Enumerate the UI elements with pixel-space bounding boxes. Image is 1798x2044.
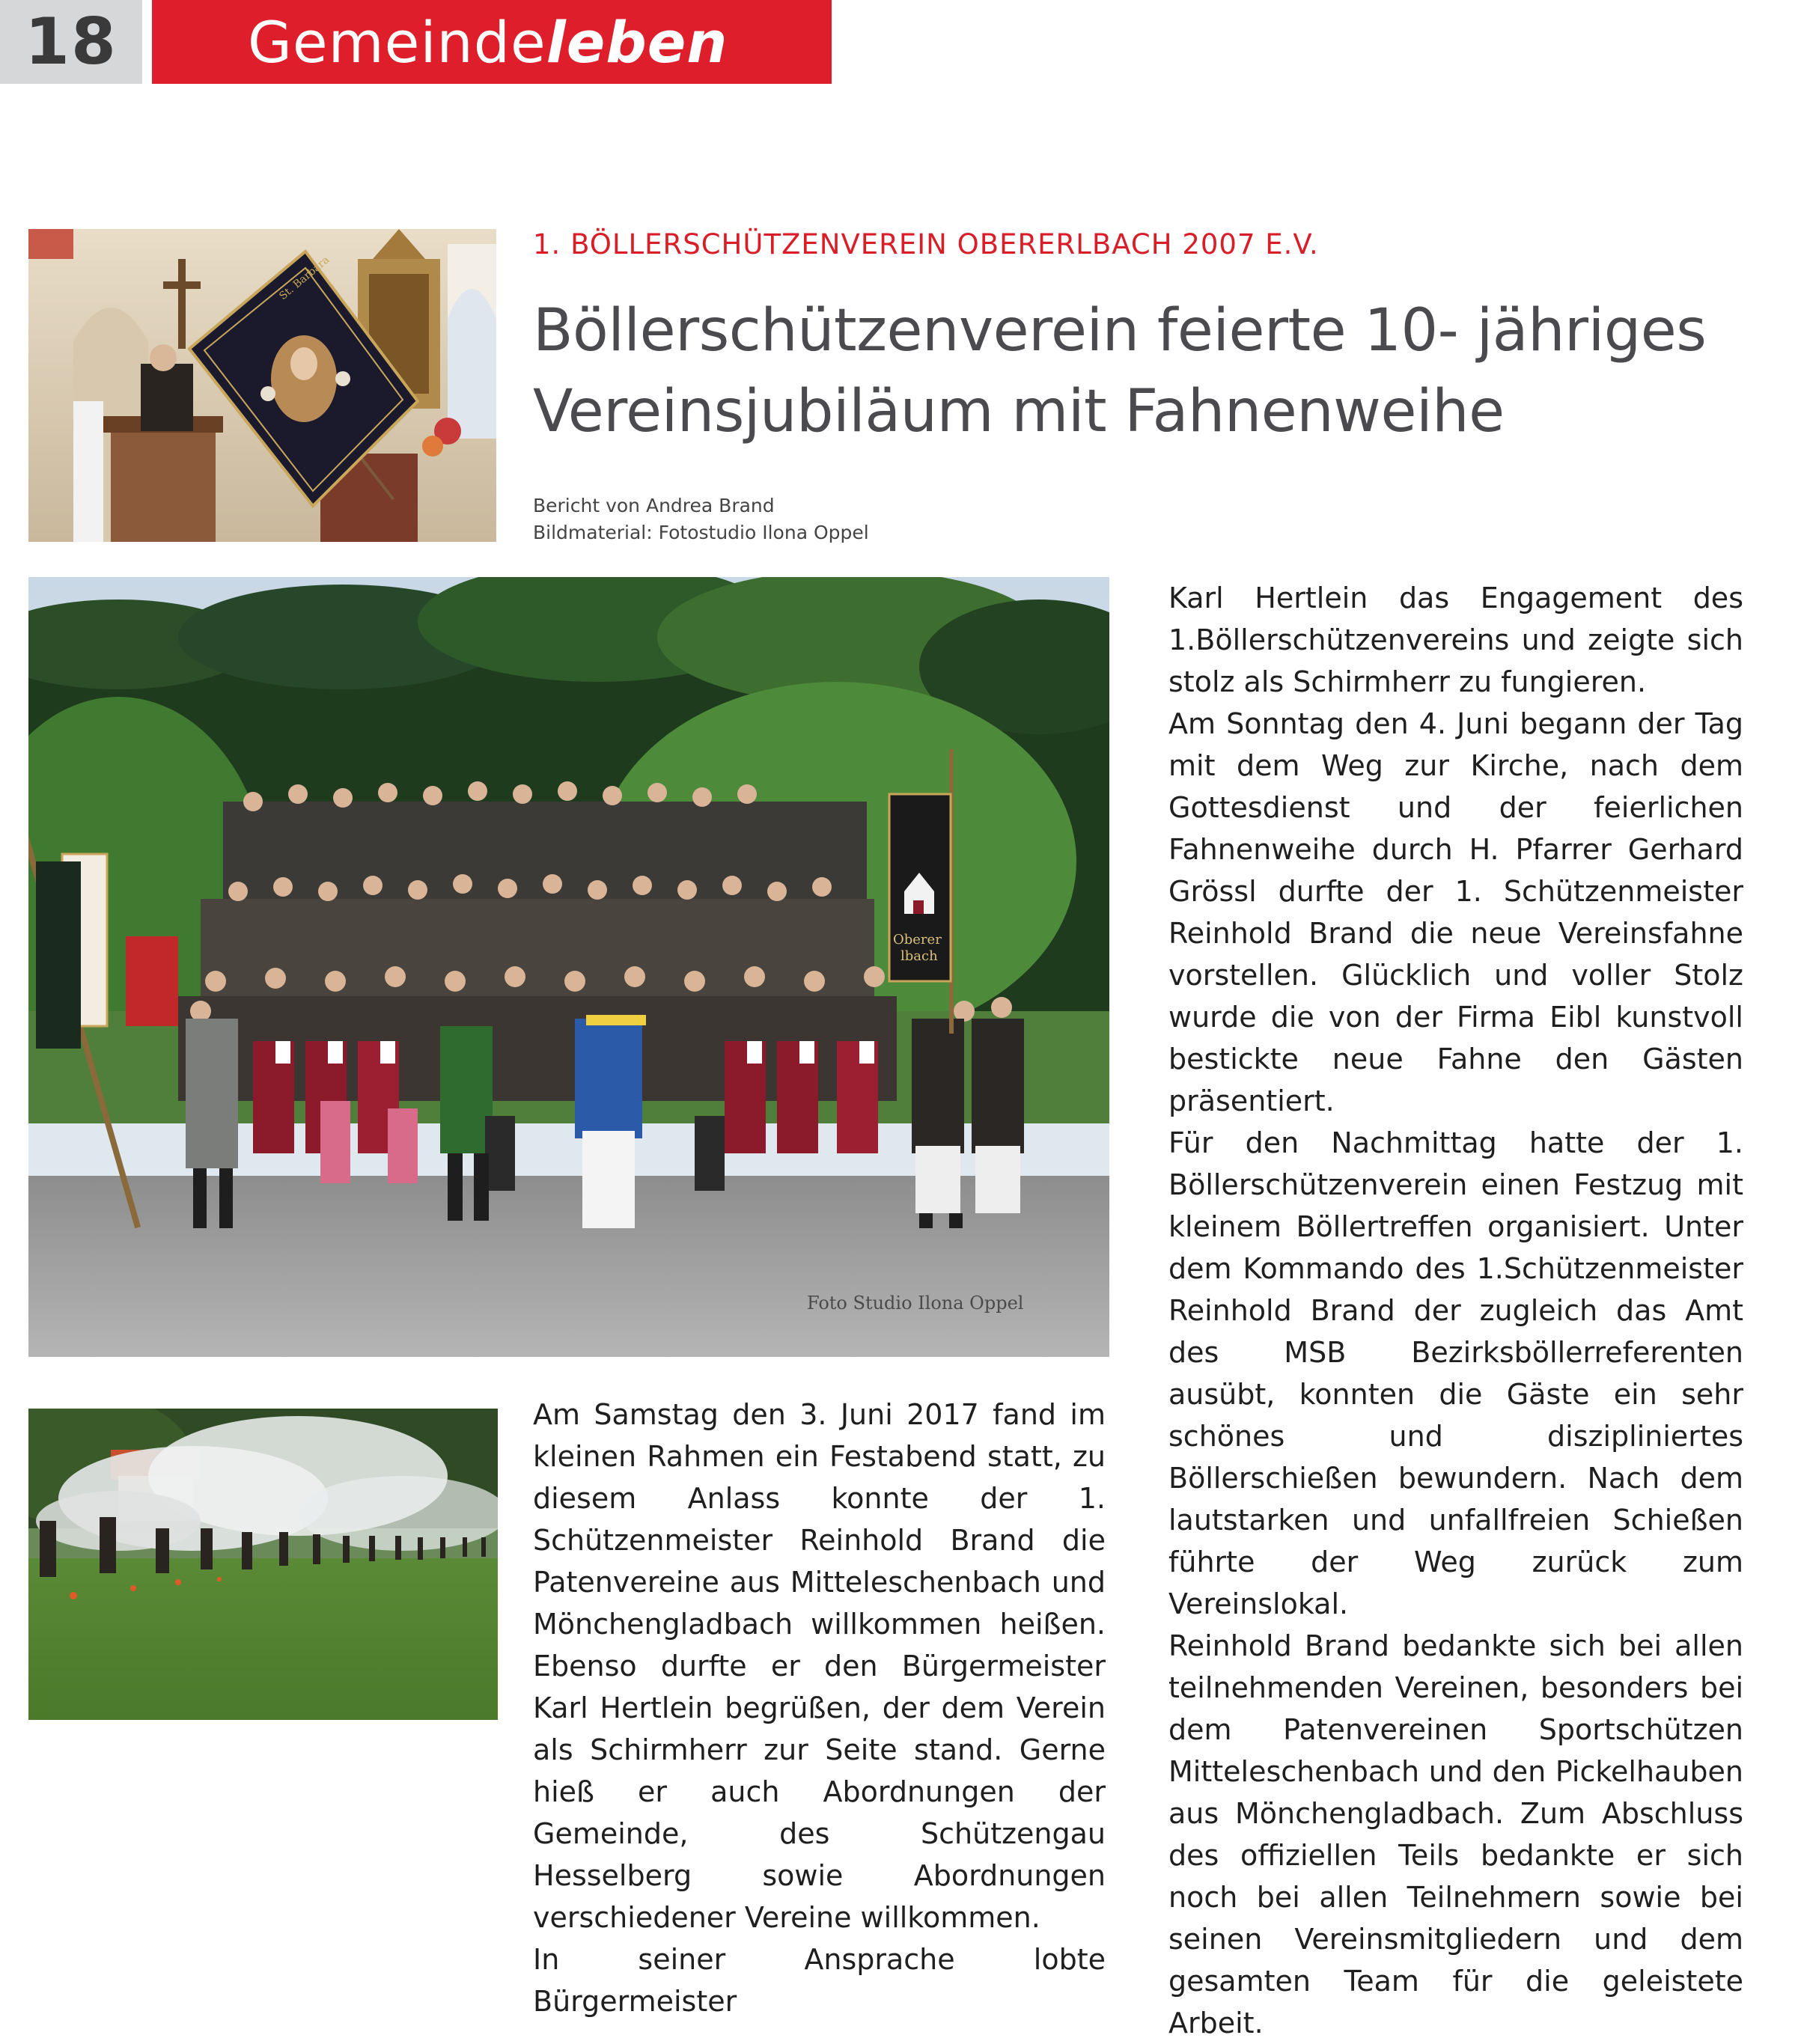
body-paragraph: Am Sonntag den 4. Juni begann der Tag mit dem Weg zur Kirche, nach dem Gottesdienst und der feierlichen Fahnenweihe durch H. Pfarrer Gerhard Grössl durfte der 1. Schützenmeister Reinhold Brand die neue Vereinsfahne vorstellen. Glücklich und voller Stolz wurde die von der Firma Eibl kunstvoll bestickte neue Fahne den Gästen präsentiert. [1168, 707, 1743, 1117]
flag-text-1: Oberer [893, 932, 942, 948]
body-paragraph: In seiner Ansprache lobte Bürgermeister [533, 1943, 1106, 2018]
article-kicker: 1. BÖLLERSCHÜTZENVEREIN OBERERLBACH 2007 E.V. [533, 228, 1319, 260]
section-title-part1: Gemeinde [248, 8, 546, 76]
section-title-part2: leben [546, 8, 728, 76]
photo-watermark: Foto Studio Ilona Oppel [807, 1293, 1024, 1314]
body-paragraph: Reinhold Brand bedankte sich bei allen teilnehmenden Vereinen, besonders bei dem Patenvereinen Sportschützen Mitteleschenbach und den Pickelhauben aus Mönchengladbach. Zum Abschluss des offiziellen Teils bedankte er sich noch bei allen Teilnehmern sowie bei seinen Vereinsmitgliedern und dem gesamten Team für die geleistete Arbeit. [1168, 1629, 1743, 2040]
section-banner [152, 0, 832, 84]
article-title-line2: Vereinsjubiläum mit Fahnenweihe [533, 378, 1505, 445]
boeller-shooting-photo [28, 1409, 498, 1720]
article-title-line1: Böllerschützenverein feierte 10- jähriges [533, 297, 1707, 364]
article-column-middle [533, 1394, 1106, 2022]
flag-banner-text: St. Barbara [277, 254, 332, 303]
group-photo [28, 577, 1109, 1357]
church-flag-photo [28, 229, 496, 542]
page-number: 18 [0, 0, 142, 84]
body-paragraph: Karl Hertlein das Engagement des 1.Böllerschützenvereins und zeigte sich stolz als Schirmherr zu fungieren. [1168, 582, 1743, 698]
article-title [533, 290, 1761, 452]
body-paragraph: Für den Nachmittag hatte der 1. Böllerschützenverein einen Festzug mit kleinem Böllertreffen organisiert. Unter dem Kommando des 1.Schützenmeister Reinhold Brand der zugleich das Amt des MSB Bezirksböllerreferenten ausübt, konnten die Gäste ein sehr schönes und diszipliniertes Böllerschießen bewundern. Nach dem lautstarken und unfallfreien Schießen führte der Weg zurück zum Vereinslokal. [1168, 1126, 1743, 1620]
image-credit: Bildmaterial: Fotostudio Ilona Oppel [533, 522, 869, 543]
article-column-right [1168, 577, 1743, 2044]
body-paragraph: Am Samstag den 3. Juni 2017 fand im kleinen Rahmen ein Festabend statt, zu diesem Anlass konnte der 1. Schützenmeister Reinhold Brand die Patenvereine aus Mitteleschenbach und Mönchengladbach willkommen heißen. Ebenso durfte er den Bürgermeister Karl Hertlein begrüßen, der dem Verein als Schirmherr zur Seite stand. Gerne hieß er auch Abordnungen der Gemeinde, des Schützengau Hesselberg sowie Abordnungen verschiedener Vereine willkommen. [533, 1398, 1106, 1934]
byline: Bericht von Andrea Brand [533, 495, 775, 516]
article-credits [533, 492, 1057, 546]
flag-text-2: lbach [900, 948, 938, 964]
